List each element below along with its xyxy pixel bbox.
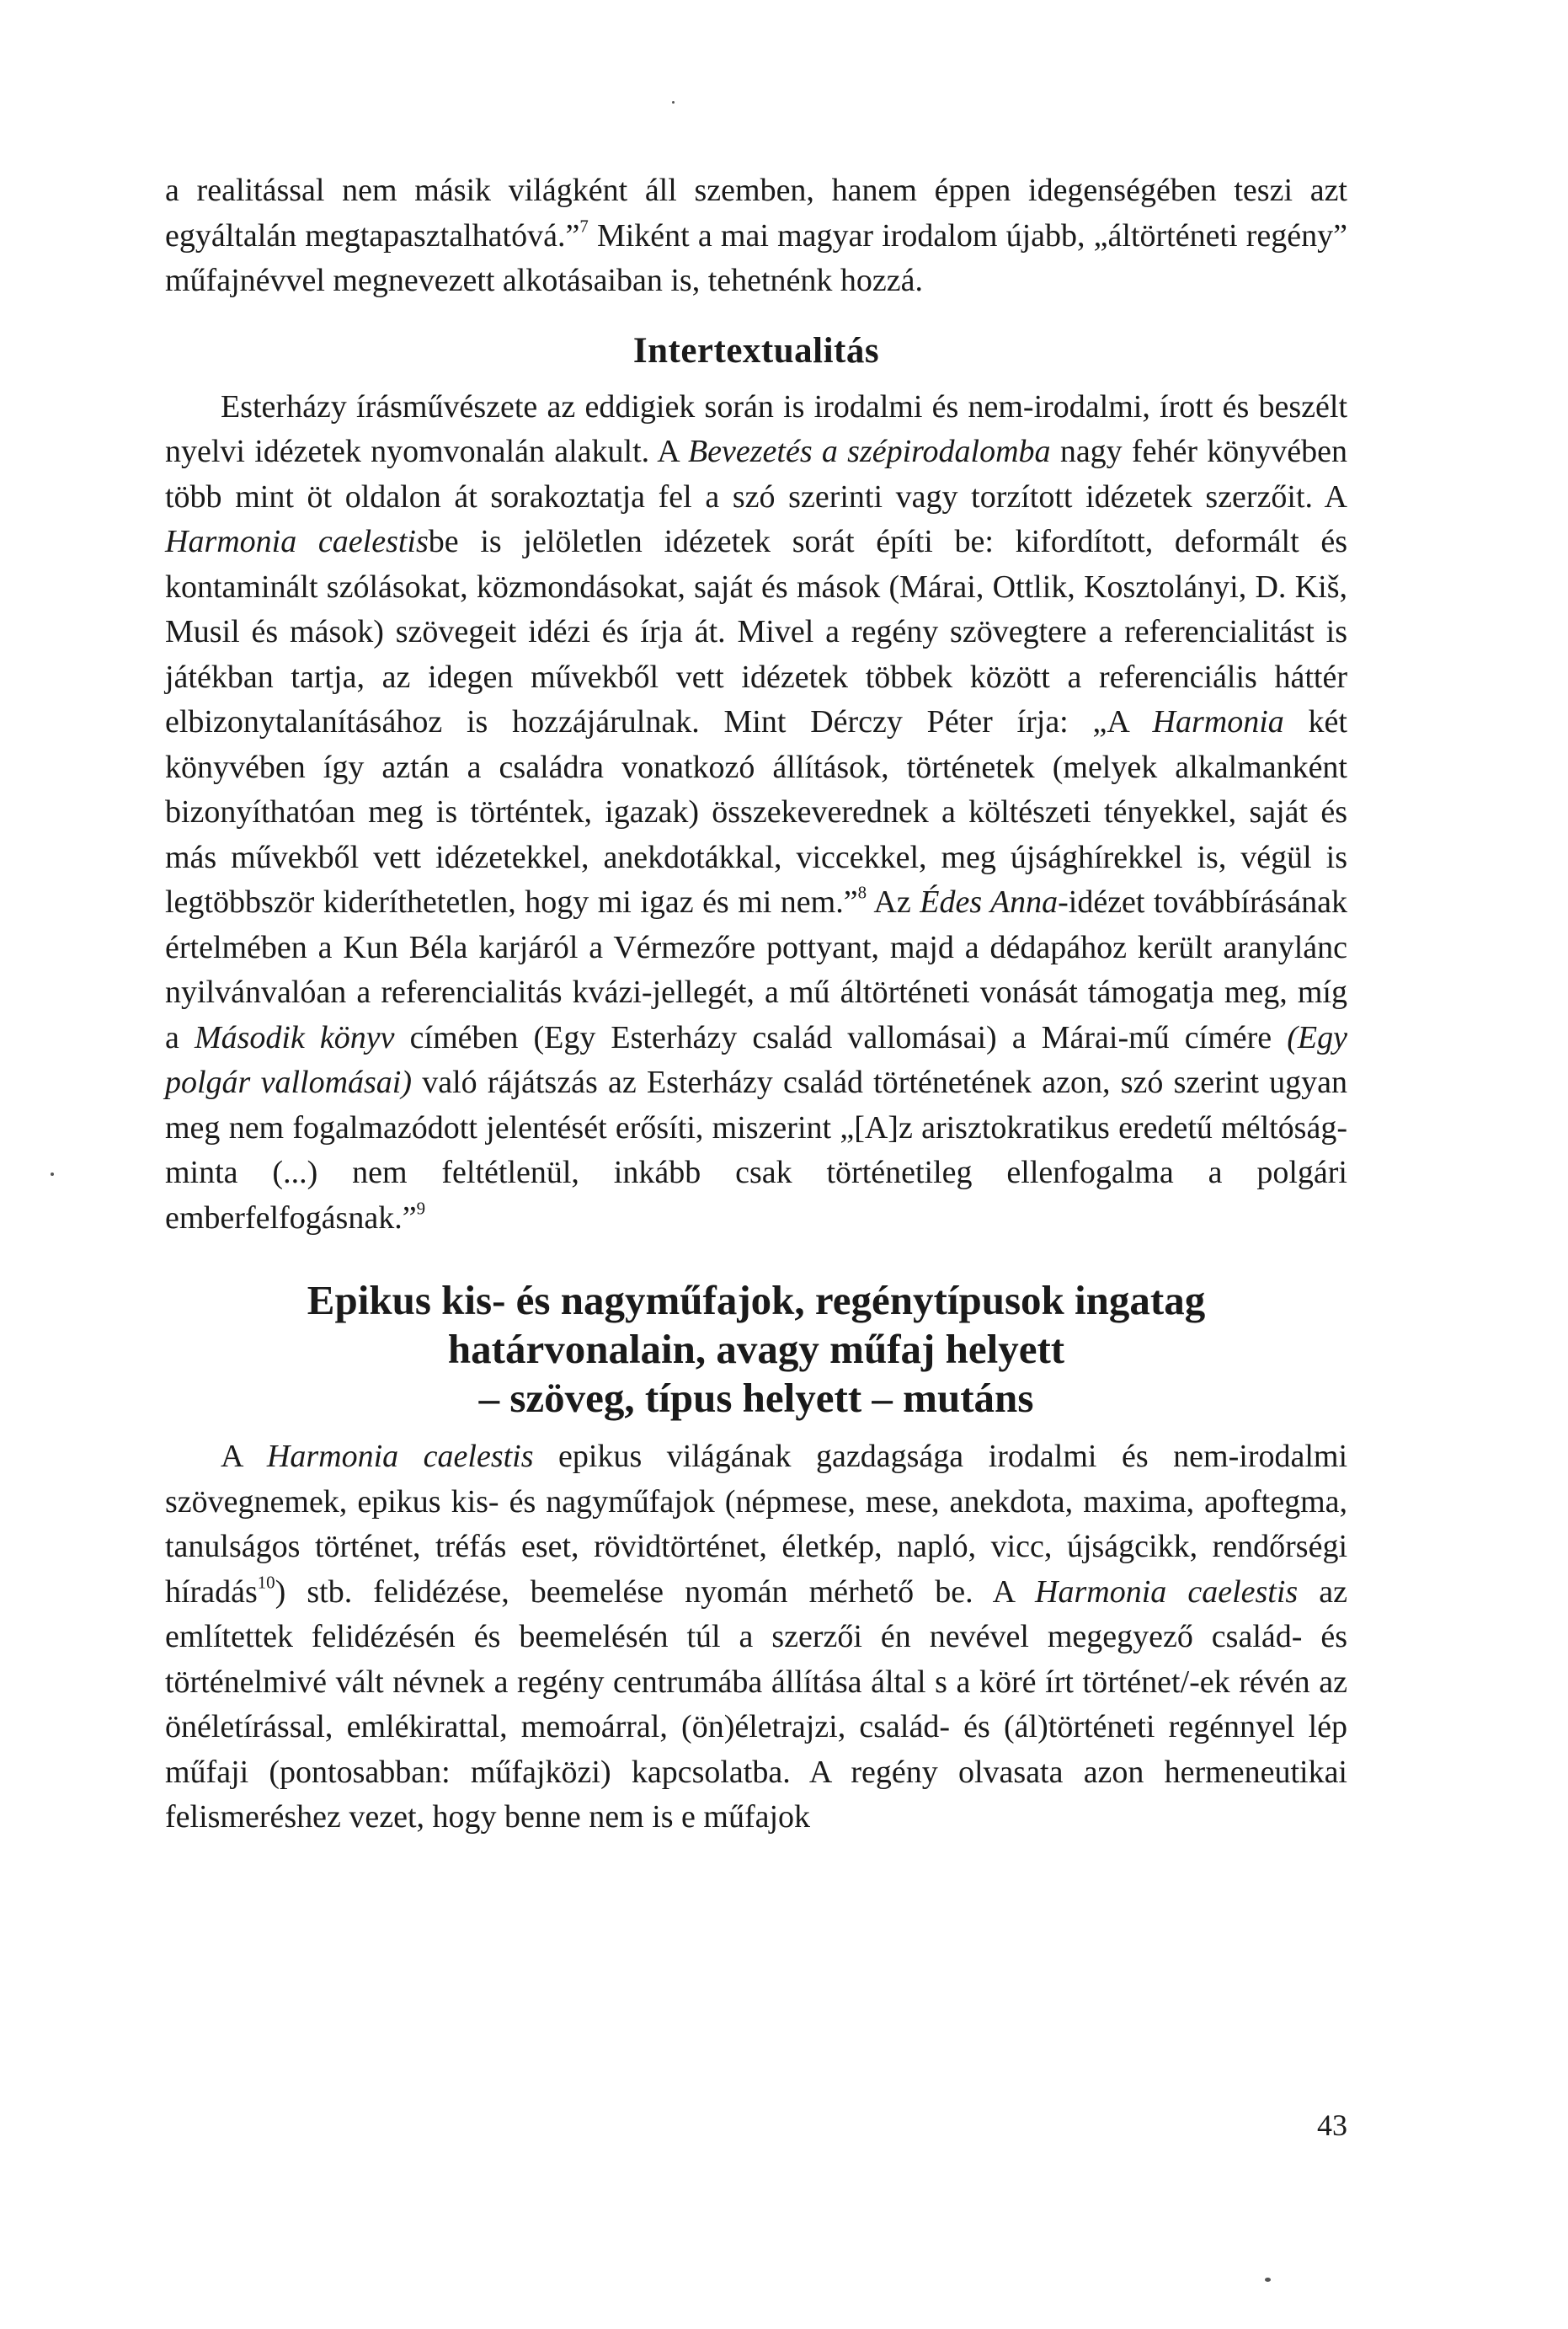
footnote-marker: 7 [579,215,589,236]
text-run: két könyvében így aztán a családra vonatkozó állítások, történetek (melyek alkalmanként bizonyíthatóan meg is történtek, igazak) összekeverednek a költészeti tényekkel, saját és más művekből vett idézetekkel, anekdotákkal, viccekkel, meg újsághírekkel is, végül is legtöbbször kideríthetetlen, hogy mi igaz és mi nem.” [165,704,1347,920]
text-run: Az [867,884,920,920]
italic-title: (Egy polgár vallomásai) [165,1019,1347,1100]
italic-title: Bevezetés a szépirodalomba [687,434,1051,469]
page-number: 43 [1317,2108,1347,2142]
text-run: nagy fehér könyvében több mint öt oldalon át sorakoztatja fel a szó szerinti vagy torzított idézetek szerzőit. A [165,434,1348,515]
heading-line: – szöveg, típus helyett – mutáns [478,1375,1034,1421]
scan-speck [1265,2278,1271,2282]
text-run: ) stb. felidézése, beemelése nyomán mérhető be. A [275,1573,1036,1610]
italic-title: Harmonia caelestis [1035,1573,1299,1610]
text-run: Esterházy írásművészete az eddigiek során is irodalmi és nem-irodalmi, írott és beszélt nyelvi idézetek nyomvonalán alakult. A [165,388,1347,469]
page-body [165,168,1347,1840]
italic-title: Harmonia caelestis [165,524,429,559]
intertextuality-paragraph [165,385,1347,1242]
text-run: -idézet továbbírásának értelmében a Kun Béla karjáról a Vérmezőre pottyant, majd a dédapához került aranylánc nyilvánvalóan a referencialitás kvázi-jellegét, a mű áltörténeti vonását támogatja meg, míg a [165,884,1347,1055]
heading-line: határvonalain, avagy műfaj helyett [447,1326,1065,1372]
text-run: Miként a mai magyar irodalom újabb, „áltörténeti regény” műfajnévvel megnevezett alkotásaiban is, tehetnénk hozzá. [165,217,1347,298]
opening-paragraph [165,168,1347,304]
text-run: be is jelöletlen idézetek sorát építi be: kifordított, deformált és kontaminált szólásokat, közmondásokat, saját és mások (Márai, Ottlik, Kosztolányi, D. Kiš, Musil és mások) szövegeit idézi és írja át. Mivel a regény szövegtere a referencialitást is játékban tartja, az idegen művekből vett idézetek többek között a referenciális háttér elbizonytalanításához is hozzájárulnak. Mint Dérczy Péter írja: „A [165,524,1347,740]
heading-line: Epikus kis- és nagyműfajok, regénytípusok ingatag [307,1277,1206,1323]
genres-paragraph [165,1434,1347,1840]
italic-title: Második könyv [194,1019,395,1055]
italic-title: Harmonia [1152,704,1284,740]
section-heading-genres [165,1276,1347,1423]
italic-title: Harmonia caelestis [266,1439,534,1474]
text-run: címében (Egy Esterházy család vallomásai) a Márai-mű címére [394,1019,1288,1055]
footnote-marker: 10 [257,1571,275,1592]
text-run: A [221,1439,267,1474]
scan-speck [672,101,675,104]
footnote-marker: 8 [857,882,867,903]
scan-speck [51,1173,54,1176]
italic-title: Édes Anna [920,884,1059,920]
text-run: a realitással nem másik világként áll szemben, hanem éppen idegenségében teszi azt egyáltalán megtapasztalhatóvá.” [165,173,1347,254]
text-run: az említettek felidézésén és beemelésén túl a szerzői én nevével megegyező család- és történelmivé vált névnek a regény centrumába állítása által s a köré írt történet/-ek révén az önéletírással, emlékirattal, memoárral, (ön)életrajzi, család- és (ál)történeti regénnyel lép műfaji (pontosabban: műfajközi) kapcsolatba. A regény olvasata azon hermeneutikai felismeréshez vezet, hogy benne nem is e műfajok [165,1573,1348,1835]
text-run: való rájátszás az Esterházy család történetének azon, szó szerint ugyan meg nem fogalmazódott jelentését erősíti, miszerint „[A]z arisztokratikus eredetű méltóság-minta (...) nem feltétlenül, inkább csak történetileg ellenfogalma a polgári emberfelfogásnak.” [165,1065,1347,1236]
section-heading-intertextuality: Intertextualitás [632,330,880,371]
text-run: epikus világának gazdagsága irodalmi és nem-irodalmi szövegnemek, epikus kis- és nagyműfajok (népmese, mese, anekdota, maxima, apoftegma, tanulságos történet, tréfás eset, rövidtörténet, életkép, napló, vicc, újságcikk, rendőrségi híradás [165,1439,1348,1610]
footnote-marker: 9 [416,1197,426,1218]
